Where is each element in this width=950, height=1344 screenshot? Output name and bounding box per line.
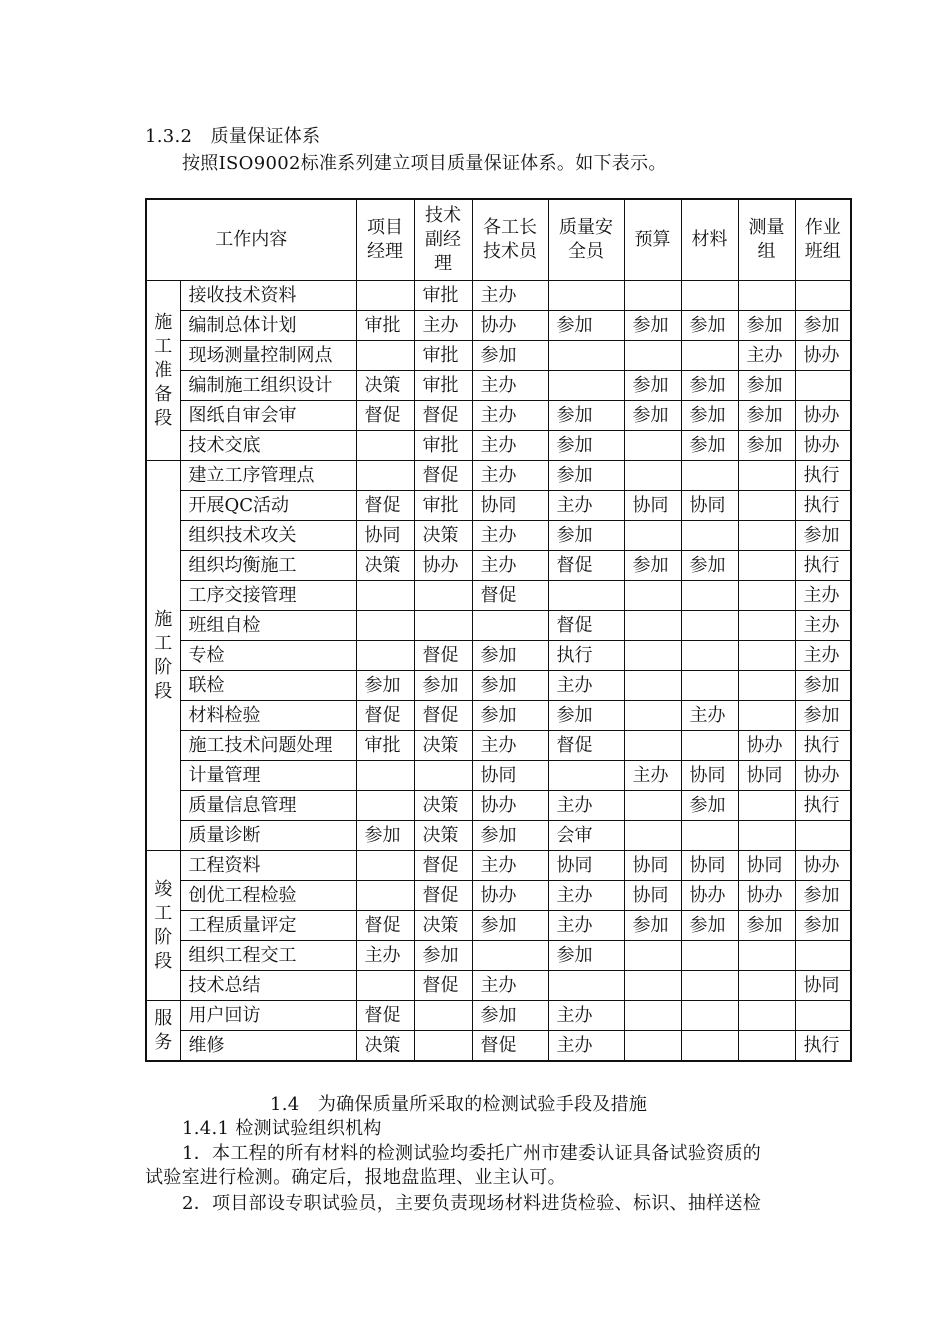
task-cell: 计量管理 (180, 761, 356, 791)
task-cell: 材料检验 (180, 701, 356, 731)
role-cell: 协同 (681, 851, 738, 881)
role-cell (624, 731, 681, 761)
role-cell: 参加 (681, 791, 738, 821)
task-cell: 组织技术攻关 (180, 521, 356, 551)
table-row (146, 731, 851, 761)
role-cell: 主办 (624, 761, 681, 791)
role-cell: 督促 (472, 1031, 548, 1062)
table-row (146, 491, 851, 521)
role-cell: 参加 (472, 701, 548, 731)
role-cell (356, 761, 414, 791)
table-row (146, 701, 851, 731)
role-cell (624, 1031, 681, 1062)
role-cell (681, 1001, 738, 1031)
table-row (146, 311, 851, 341)
role-cell (472, 941, 548, 971)
role-cell: 协办 (795, 851, 851, 881)
role-cell (356, 431, 414, 461)
role-cell: 主办 (472, 521, 548, 551)
role-cell (681, 521, 738, 551)
role-cell: 督促 (356, 701, 414, 731)
role-cell (414, 611, 472, 641)
header-role: 质量安全员 (548, 199, 624, 281)
role-cell: 参加 (738, 431, 795, 461)
table-row (146, 641, 851, 671)
role-cell: 主办 (548, 881, 624, 911)
role-cell: 参加 (356, 821, 414, 851)
role-cell: 参加 (472, 341, 548, 371)
role-cell (624, 671, 681, 701)
role-cell: 参加 (548, 701, 624, 731)
table-row (146, 461, 851, 491)
role-cell: 督促 (472, 581, 548, 611)
role-cell (624, 281, 681, 311)
task-cell: 创优工程检验 (180, 881, 356, 911)
role-cell: 主办 (681, 701, 738, 731)
role-cell: 参加 (548, 461, 624, 491)
table-row (146, 281, 851, 311)
paragraph-1-line-1: 1．本工程的所有材料的检测试验均委托广州市建委认证具备试验资质的 (182, 1143, 762, 1164)
role-cell: 参加 (624, 311, 681, 341)
intro-paragraph: 按照ISO9002标准系列建立项目质量保证体系。如下表示。 (182, 153, 667, 174)
role-cell (356, 881, 414, 911)
role-cell: 参加 (548, 521, 624, 551)
role-cell: 参加 (795, 881, 851, 911)
role-cell: 参加 (795, 521, 851, 551)
task-cell: 技术总结 (180, 971, 356, 1001)
role-cell (624, 701, 681, 731)
table-row (146, 821, 851, 851)
role-cell: 决策 (414, 821, 472, 851)
role-cell (624, 431, 681, 461)
task-cell: 接收技术资料 (180, 281, 356, 311)
task-cell: 组织工程交工 (180, 941, 356, 971)
role-cell: 主办 (472, 401, 548, 431)
role-cell: 参加 (472, 641, 548, 671)
role-cell: 主办 (738, 341, 795, 371)
role-cell (738, 521, 795, 551)
table-row (146, 341, 851, 371)
role-cell: 参加 (738, 401, 795, 431)
role-cell (548, 371, 624, 401)
table-row (146, 941, 851, 971)
role-cell: 协同 (624, 851, 681, 881)
role-cell: 协同 (624, 491, 681, 521)
role-cell (681, 611, 738, 641)
role-cell: 参加 (681, 401, 738, 431)
role-cell: 参加 (738, 311, 795, 341)
role-cell (738, 791, 795, 821)
role-cell (356, 281, 414, 311)
phase-label (146, 281, 180, 461)
task-cell: 维修 (180, 1031, 356, 1062)
role-cell (795, 281, 851, 311)
role-cell (624, 641, 681, 671)
role-cell (356, 971, 414, 1001)
role-cell (356, 641, 414, 671)
table-row (146, 431, 851, 461)
role-cell: 参加 (548, 941, 624, 971)
role-cell: 参加 (738, 371, 795, 401)
role-cell (624, 461, 681, 491)
role-cell (548, 281, 624, 311)
role-cell: 执行 (795, 551, 851, 581)
role-cell: 主办 (548, 911, 624, 941)
task-cell: 组织均衡施工 (180, 551, 356, 581)
task-cell: 工程质量评定 (180, 911, 356, 941)
role-cell (681, 281, 738, 311)
role-cell (681, 341, 738, 371)
role-cell: 协办 (738, 731, 795, 761)
role-cell: 审批 (414, 281, 472, 311)
header-work-content: 工作内容 (146, 199, 356, 281)
role-cell: 会审 (548, 821, 624, 851)
role-cell (681, 941, 738, 971)
role-cell: 参加 (795, 311, 851, 341)
role-cell: 主办 (548, 671, 624, 701)
role-cell (414, 581, 472, 611)
role-cell (548, 581, 624, 611)
header-role: 各工长技术员 (472, 199, 548, 281)
role-cell: 审批 (414, 491, 472, 521)
role-cell (681, 821, 738, 851)
role-cell: 审批 (414, 341, 472, 371)
role-cell (548, 971, 624, 1001)
role-cell: 协同 (681, 491, 738, 521)
role-cell (795, 821, 851, 851)
role-cell: 督促 (548, 611, 624, 641)
role-cell: 参加 (681, 911, 738, 941)
table-row (146, 1031, 851, 1062)
role-cell: 执行 (795, 491, 851, 521)
role-cell: 督促 (414, 461, 472, 491)
role-cell: 督促 (548, 551, 624, 581)
role-cell: 主办 (548, 491, 624, 521)
table-row (146, 401, 851, 431)
role-cell: 参加 (356, 671, 414, 701)
role-cell: 决策 (414, 791, 472, 821)
role-cell (738, 491, 795, 521)
role-cell (738, 701, 795, 731)
phase-label (146, 851, 180, 1001)
role-cell: 协同 (548, 851, 624, 881)
role-cell: 督促 (356, 911, 414, 941)
role-cell: 协办 (795, 341, 851, 371)
role-cell (738, 281, 795, 311)
role-cell (624, 611, 681, 641)
role-cell: 主办 (795, 611, 851, 641)
paragraph-1-line-2: 试验室进行检测。确定后，报地盘监理、业主认可。 (145, 1167, 566, 1188)
role-cell: 主办 (472, 731, 548, 761)
role-cell: 执行 (795, 461, 851, 491)
role-cell (356, 611, 414, 641)
role-cell (624, 341, 681, 371)
role-cell (738, 941, 795, 971)
role-cell: 参加 (548, 431, 624, 461)
role-cell: 协同 (681, 761, 738, 791)
role-cell (738, 461, 795, 491)
role-cell: 协同 (738, 761, 795, 791)
role-cell: 督促 (414, 971, 472, 1001)
role-cell (795, 1001, 851, 1031)
task-cell: 班组自检 (180, 611, 356, 641)
role-cell (681, 461, 738, 491)
role-cell: 参加 (624, 371, 681, 401)
role-cell (738, 1031, 795, 1062)
role-cell (356, 581, 414, 611)
role-cell: 督促 (414, 641, 472, 671)
role-cell: 协办 (681, 881, 738, 911)
role-cell (681, 1031, 738, 1062)
role-cell (356, 851, 414, 881)
role-cell (356, 341, 414, 371)
role-cell (681, 671, 738, 701)
role-cell (624, 971, 681, 1001)
role-cell: 参加 (795, 671, 851, 701)
role-cell: 执行 (548, 641, 624, 671)
role-cell: 主办 (472, 371, 548, 401)
role-cell: 主办 (795, 581, 851, 611)
role-cell: 参加 (681, 371, 738, 401)
role-cell: 参加 (681, 311, 738, 341)
role-cell (738, 671, 795, 701)
task-cell: 开展QC活动 (180, 491, 356, 521)
role-cell (738, 641, 795, 671)
role-cell (795, 941, 851, 971)
phase-label-text: 服务 (154, 1007, 173, 1053)
section-heading-1-4: 1.4 为确保质量所采取的检测试验手段及措施 (270, 1094, 648, 1115)
role-cell: 主办 (472, 461, 548, 491)
table-row (146, 1001, 851, 1031)
table-row (146, 521, 851, 551)
role-cell: 参加 (624, 551, 681, 581)
role-cell (738, 611, 795, 641)
role-cell: 协办 (795, 431, 851, 461)
role-cell: 主办 (472, 551, 548, 581)
role-cell: 参加 (624, 911, 681, 941)
role-cell: 审批 (356, 311, 414, 341)
role-cell: 参加 (472, 671, 548, 701)
role-cell: 协办 (472, 311, 548, 341)
role-cell: 主办 (472, 281, 548, 311)
task-cell: 工序交接管理 (180, 581, 356, 611)
role-cell: 参加 (472, 821, 548, 851)
role-cell (624, 821, 681, 851)
role-cell (738, 1001, 795, 1031)
task-cell: 图纸自审会审 (180, 401, 356, 431)
section-heading-1-4-1: 1.4.1 检测试验组织机构 (182, 1118, 382, 1139)
role-cell: 督促 (414, 881, 472, 911)
table-row (146, 971, 851, 1001)
role-cell: 参加 (795, 911, 851, 941)
role-cell: 决策 (356, 551, 414, 581)
role-cell (624, 791, 681, 821)
table-row (146, 851, 851, 881)
role-cell: 协办 (795, 401, 851, 431)
header-role: 作业班组 (795, 199, 851, 281)
role-cell: 协同 (738, 851, 795, 881)
quality-responsibility-table (145, 198, 852, 1062)
role-cell: 督促 (414, 701, 472, 731)
role-cell: 协办 (472, 881, 548, 911)
role-cell (624, 581, 681, 611)
role-cell: 协办 (414, 551, 472, 581)
role-cell (738, 821, 795, 851)
role-cell: 主办 (472, 431, 548, 461)
role-cell (795, 371, 851, 401)
table-row (146, 761, 851, 791)
role-cell: 主办 (472, 971, 548, 1001)
header-role: 技术副经理 (414, 199, 472, 281)
task-cell: 建立工序管理点 (180, 461, 356, 491)
task-cell: 现场测量控制网点 (180, 341, 356, 371)
paragraph-2: 2．项目部设专职试验员，主要负责现场材料进货检验、标识、抽样送检 (182, 1193, 762, 1214)
task-cell: 工程资料 (180, 851, 356, 881)
phase-label-text: 施工准备段 (154, 311, 173, 429)
role-cell (624, 1001, 681, 1031)
role-cell: 决策 (414, 521, 472, 551)
role-cell: 督促 (356, 491, 414, 521)
table-row (146, 371, 851, 401)
role-cell: 审批 (414, 371, 472, 401)
task-cell: 技术交底 (180, 431, 356, 461)
task-cell: 质量信息管理 (180, 791, 356, 821)
task-cell: 用户回访 (180, 1001, 356, 1031)
role-cell (414, 1031, 472, 1062)
role-cell: 督促 (414, 851, 472, 881)
role-cell (548, 341, 624, 371)
role-cell: 参加 (548, 311, 624, 341)
role-cell: 主办 (414, 311, 472, 341)
phase-label (146, 1001, 180, 1062)
header-role: 材料 (681, 199, 738, 281)
role-cell: 主办 (548, 791, 624, 821)
table-row (146, 911, 851, 941)
role-cell (681, 971, 738, 1001)
phase-label (146, 461, 180, 851)
role-cell (738, 971, 795, 1001)
role-cell (414, 761, 472, 791)
role-cell: 督促 (414, 401, 472, 431)
phase-label-text: 施工阶段 (154, 608, 173, 702)
table-row (146, 611, 851, 641)
role-cell: 审批 (356, 731, 414, 761)
table-row (146, 581, 851, 611)
role-cell: 参加 (624, 401, 681, 431)
role-cell: 协办 (795, 761, 851, 791)
role-cell: 参加 (795, 701, 851, 731)
role-cell: 参加 (738, 911, 795, 941)
role-cell (738, 551, 795, 581)
role-cell: 协同 (795, 971, 851, 1001)
role-cell: 协同 (472, 761, 548, 791)
role-cell: 决策 (356, 371, 414, 401)
table-header-row (146, 199, 851, 281)
role-cell (472, 611, 548, 641)
role-cell: 执行 (795, 731, 851, 761)
role-cell (624, 941, 681, 971)
role-cell: 执行 (795, 791, 851, 821)
task-cell: 专检 (180, 641, 356, 671)
role-cell: 主办 (795, 641, 851, 671)
role-cell: 督促 (356, 401, 414, 431)
role-cell (738, 581, 795, 611)
task-cell: 编制总体计划 (180, 311, 356, 341)
role-cell: 参加 (681, 551, 738, 581)
role-cell: 决策 (356, 1031, 414, 1062)
role-cell: 协办 (472, 791, 548, 821)
role-cell (681, 641, 738, 671)
role-cell: 参加 (414, 941, 472, 971)
role-cell: 决策 (414, 911, 472, 941)
role-cell: 督促 (356, 1001, 414, 1031)
role-cell: 主办 (548, 1001, 624, 1031)
table-row (146, 671, 851, 701)
role-cell (548, 761, 624, 791)
role-cell: 参加 (548, 401, 624, 431)
role-cell: 参加 (414, 671, 472, 701)
role-cell: 协同 (356, 521, 414, 551)
header-role: 项目经理 (356, 199, 414, 281)
header-role: 测量组 (738, 199, 795, 281)
section-heading-1-3-2: 1.3.2 质量保证体系 (145, 126, 321, 147)
role-cell: 督促 (548, 731, 624, 761)
role-cell (681, 581, 738, 611)
role-cell: 协办 (738, 881, 795, 911)
role-cell (356, 791, 414, 821)
task-cell: 联检 (180, 671, 356, 701)
role-cell (414, 1001, 472, 1031)
role-cell (681, 731, 738, 761)
role-cell: 审批 (414, 431, 472, 461)
role-cell: 主办 (472, 851, 548, 881)
role-cell: 参加 (472, 911, 548, 941)
header-role: 预算 (624, 199, 681, 281)
role-cell: 协同 (624, 881, 681, 911)
role-cell: 参加 (472, 1001, 548, 1031)
role-cell (356, 461, 414, 491)
phase-label-text: 竣工阶段 (154, 878, 173, 972)
role-cell: 决策 (414, 731, 472, 761)
task-cell: 质量诊断 (180, 821, 356, 851)
role-cell: 主办 (356, 941, 414, 971)
table-row (146, 881, 851, 911)
role-cell: 主办 (548, 1031, 624, 1062)
role-cell: 参加 (681, 431, 738, 461)
task-cell: 施工技术问题处理 (180, 731, 356, 761)
table-row (146, 791, 851, 821)
task-cell: 编制施工组织设计 (180, 371, 356, 401)
role-cell (624, 521, 681, 551)
table-row (146, 551, 851, 581)
role-cell: 协同 (472, 491, 548, 521)
role-cell: 执行 (795, 1031, 851, 1062)
